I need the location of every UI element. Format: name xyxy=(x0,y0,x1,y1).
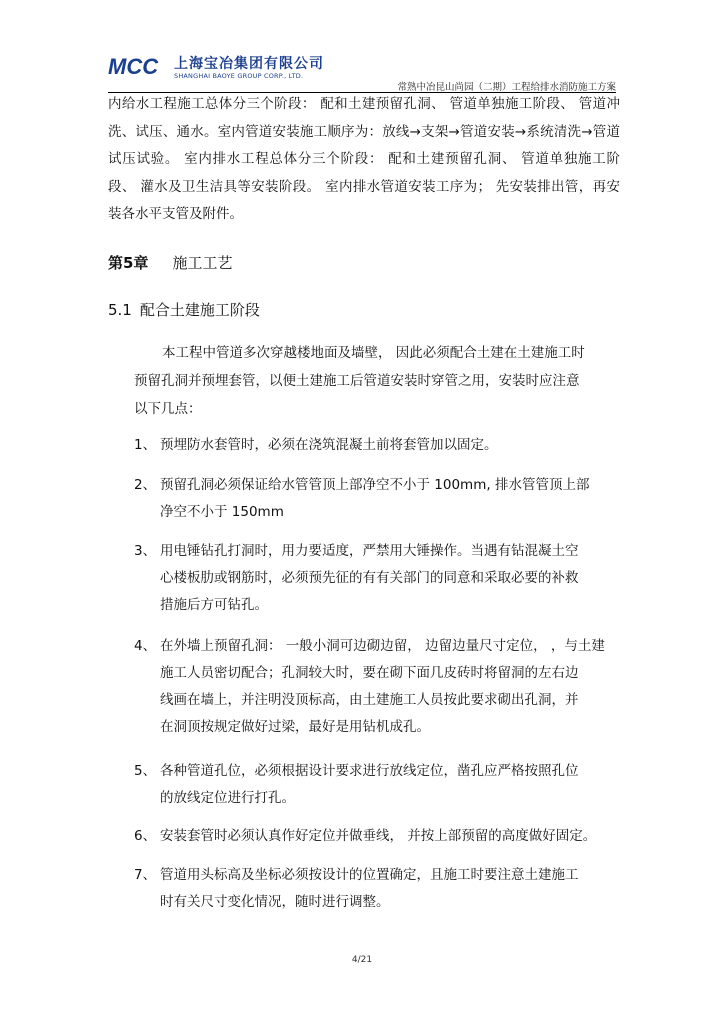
list-item-number: 7、 xyxy=(134,867,157,883)
list-item-number: 3、 xyxy=(134,543,157,559)
list-item-text: 预留孔洞必须保证给水管管顶上部净空不小于 100mm, 排水管管顶上部 净空不小于 150mm xyxy=(160,477,590,520)
list-item xyxy=(134,862,624,916)
section-heading xyxy=(108,299,260,320)
list-item-text: 安装套管时必须认真作好定位并做垂线， 并按上部预留的高度做好固定。 xyxy=(160,828,597,844)
list-item-number: 4、 xyxy=(134,638,157,654)
company-name-cn: 上海宝冶集团有限公司 xyxy=(174,56,324,72)
list-item xyxy=(134,472,624,526)
page-header xyxy=(108,44,616,94)
list-item xyxy=(134,633,624,741)
list-item-text: 管道用头标高及坐标必须按设计的位置确定，且施工时要注意土建施工 时有关尺寸变化情况，随时进行调整。 xyxy=(160,867,579,910)
list-item-number: 5、 xyxy=(134,763,157,779)
list-item-text: 预埋防水套管时，必须在浇筑混凝土前将套管加以固定。 xyxy=(160,437,498,453)
chapter-title: 施工工艺 xyxy=(172,254,233,272)
intro-paragraph: 内给水工程施工总体分三个阶段： 配和土建预留孔洞、 管道单独施工阶段、 管道冲洗、试压、通水。室内管道安装施工顺序为：放线→支架→管道安装→系统清洗→管道试压试验。 室内排水工程总体分三个阶段： 配和土建预留孔洞、 管道单独施工阶段、 灌水及卫生洁具等安装阶段。 室内排水管道安装工序为； 先安装排出管，再安装各水平支管及附件。 xyxy=(108,96,620,222)
list-item xyxy=(134,538,624,619)
list-item-text: 用电锤钻孔打洞时，用力要适度，严禁用大锤操作。当遇有钻混凝土空 心楼板肋或钢筋时，必须预先征的有有关部门的同意和采取必要的补救 措施后方可钻孔。 xyxy=(160,543,579,613)
list-item-text: 各种管道孔位，必须根据设计要求进行放线定位，凿孔应严格按照孔位 的放线定位进行打孔。 xyxy=(160,763,579,806)
company-logo xyxy=(108,54,170,78)
list-item-number: 2、 xyxy=(134,477,157,493)
body-line: 本工程中管道多次穿越楼地面及墙壁， 因此必须配合土建在土建施工时 xyxy=(162,345,585,361)
list-item xyxy=(134,758,624,812)
chapter-number: 第5章 xyxy=(108,254,149,272)
list-item-text: 在外墙上预留孔洞： 一般小洞可边砌边留， 边留边量尺寸定位， ，与土建 施工人员密切配合；孔洞较大时，要在砌下面几皮砖时将留洞的左右边 线画在墙上，并注明没顶标高，由土建施工人员按此要求砌出孔洞，并 在洞顶按规定做好过梁，最好是用钻机成孔。 xyxy=(160,638,605,735)
section-title: 配合土建施工阶段 xyxy=(139,301,260,319)
chapter-heading xyxy=(108,252,232,273)
body-line: 预留孔洞并预埋套管，以便土建施工后管道安装时穿管之用，安装时应注意 xyxy=(134,373,580,389)
company-name-en: SHANGHAI BAOYE GROUP CORP., LTD. xyxy=(174,72,304,80)
page-number: 4/21 xyxy=(351,955,373,965)
logo-text: MCC xyxy=(108,54,159,78)
body-line: 以下几点： xyxy=(134,401,202,417)
list-item xyxy=(134,432,624,459)
list-item-number: 1、 xyxy=(134,437,157,453)
list-item xyxy=(134,823,624,850)
document-title: 常熟中冶昆山尚园（二期）工程给排水消防施工方案 xyxy=(397,82,616,93)
list-item-number: 6、 xyxy=(134,828,157,844)
section-number: 5.1 xyxy=(108,301,132,319)
